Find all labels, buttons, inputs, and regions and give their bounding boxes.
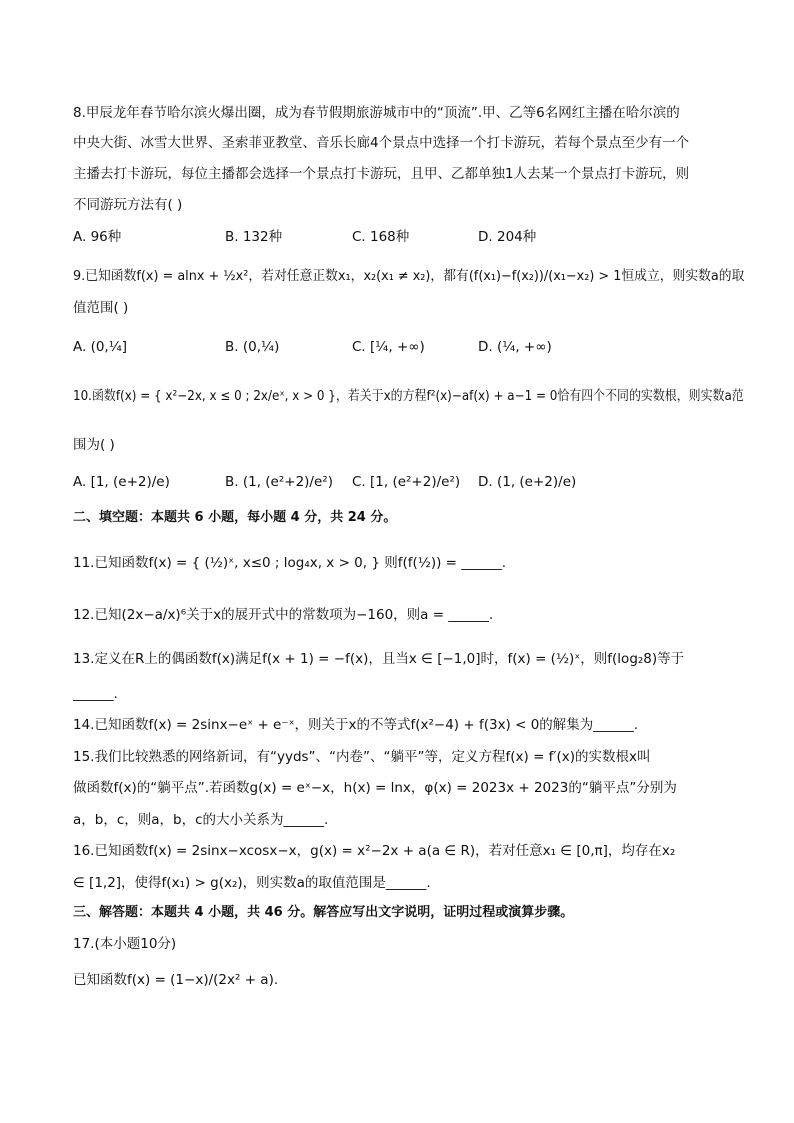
q15-line-2: 做函数f(x)的“躺平点”.若函数g(x) = eˣ−x，h(x) = lnx，φ(x) = 2023x + 2023的“躺平点”分别为: [73, 780, 677, 796]
q9-line-2: 值范围( ): [73, 300, 129, 316]
q16-line-2: ∈ [1,2]，使得f(x₁) > g(x₂)，则实数a的取值范围是______.: [73, 875, 431, 891]
q8-option-c: C. 168种: [352, 229, 410, 245]
q8-line-4: 不同游玩方法有( ): [73, 197, 183, 213]
q8-option-b: B. 132种: [225, 229, 283, 245]
q9-option-b: B. (0,¼): [225, 339, 280, 355]
q17-body: 已知函数f(x) = (1−x)/(2x² + a).: [73, 972, 279, 988]
q8-option-a: A. 96种: [73, 229, 122, 245]
q12: 12.已知(2x−a/x)⁶关于x的展开式中的常数项为−160，则a = ______.: [73, 607, 494, 623]
q15-line-1: 15.我们比较熟悉的网络新词，有“yyds”、“内卷”、“躺平”等，定义方程f(x) = f′(x)的实数根x叫: [73, 749, 651, 765]
q13-line-1: 13.定义在R上的偶函数f(x)满足f(x + 1) = −f(x)，且当x ∈ [−1,0]时，f(x) = (½)ˣ，则f(log₂8)等于: [73, 651, 685, 667]
q9-option-a: A. (0,¼]: [73, 339, 128, 355]
q17-heading: 17.(本小题10分): [73, 936, 177, 952]
q8-line-2: 中央大街、冰雪大世界、圣索菲亚教堂、音乐长廊4个景点中选择一个打卡游玩，若每个景点至少有一个: [73, 135, 690, 151]
q9-option-c: C. [¼, +∞): [352, 339, 425, 355]
q10-option-a: A. [1, (e+2)/e): [73, 474, 170, 490]
q10-line-2: 围为( ): [73, 437, 115, 453]
q16-line-1: 16.已知函数f(x) = 2sinx−xcosx−x，g(x) = x²−2x + a(a ∈ R)，若对任意x₁ ∈ [0,π]，均存在x₂: [73, 843, 676, 859]
section-3-heading: 三、解答题：本题共 4 小题，共 46 分。解答应写出文字说明，证明过程或演算步骤。: [73, 905, 574, 920]
q10-option-d: D. (1, (e+2)/e): [478, 474, 577, 490]
q8-option-d: D. 204种: [478, 229, 537, 245]
q14: 14.已知函数f(x) = 2sinx−eˣ + e⁻ˣ，则关于x的不等式f(x²−4) + f(3x) < 0的解集为______.: [73, 717, 639, 733]
q13-line-2: ______.: [73, 686, 118, 702]
q11: 11.已知函数f(x) = { (½)ˣ, x≤0 ; log₄x, x > 0, } 则f(f(½)) = ______.: [73, 555, 507, 571]
q9-line-1: 9.已知函数f(x) = alnx + ½x²，若对任意正数x₁，x₂(x₁ ≠ x₂)，都有(f(x₁)−f(x₂))/(x₁−x₂) > 1恒成立，则实数a的取: [73, 268, 745, 284]
q10-option-b: B. (1, (e²+2)/e²): [225, 474, 333, 490]
section-2-heading: 二、填空题：本题共 6 小题，每小题 4 分，共 24 分。: [73, 510, 397, 525]
q8-line-1: 8.甲辰龙年春节哈尔滨火爆出圈，成为春节假期旅游城市中的“顶流”.甲、乙等6名网红主播在哈尔滨的: [73, 105, 680, 121]
q10-option-c: C. [1, (e²+2)/e²): [352, 474, 461, 490]
q8-line-3: 主播去打卡游玩，每位主播都会选择一个景点打卡游玩，且甲、乙都单独1人去某一个景点打卡游玩，则: [73, 166, 690, 182]
q10-line-1: 10.函数f(x) = { x²−2x, x ≤ 0 ; 2x/eˣ, x > 0 }，若关于x的方程f²(x)−af(x) + a−1 = 0恰有四个不同的实数根，则实数a范: [73, 388, 744, 404]
q15-line-3: a，b，c，则a，b，c的大小关系为______.: [73, 812, 329, 828]
q9-option-d: D. (¼, +∞): [478, 339, 552, 355]
